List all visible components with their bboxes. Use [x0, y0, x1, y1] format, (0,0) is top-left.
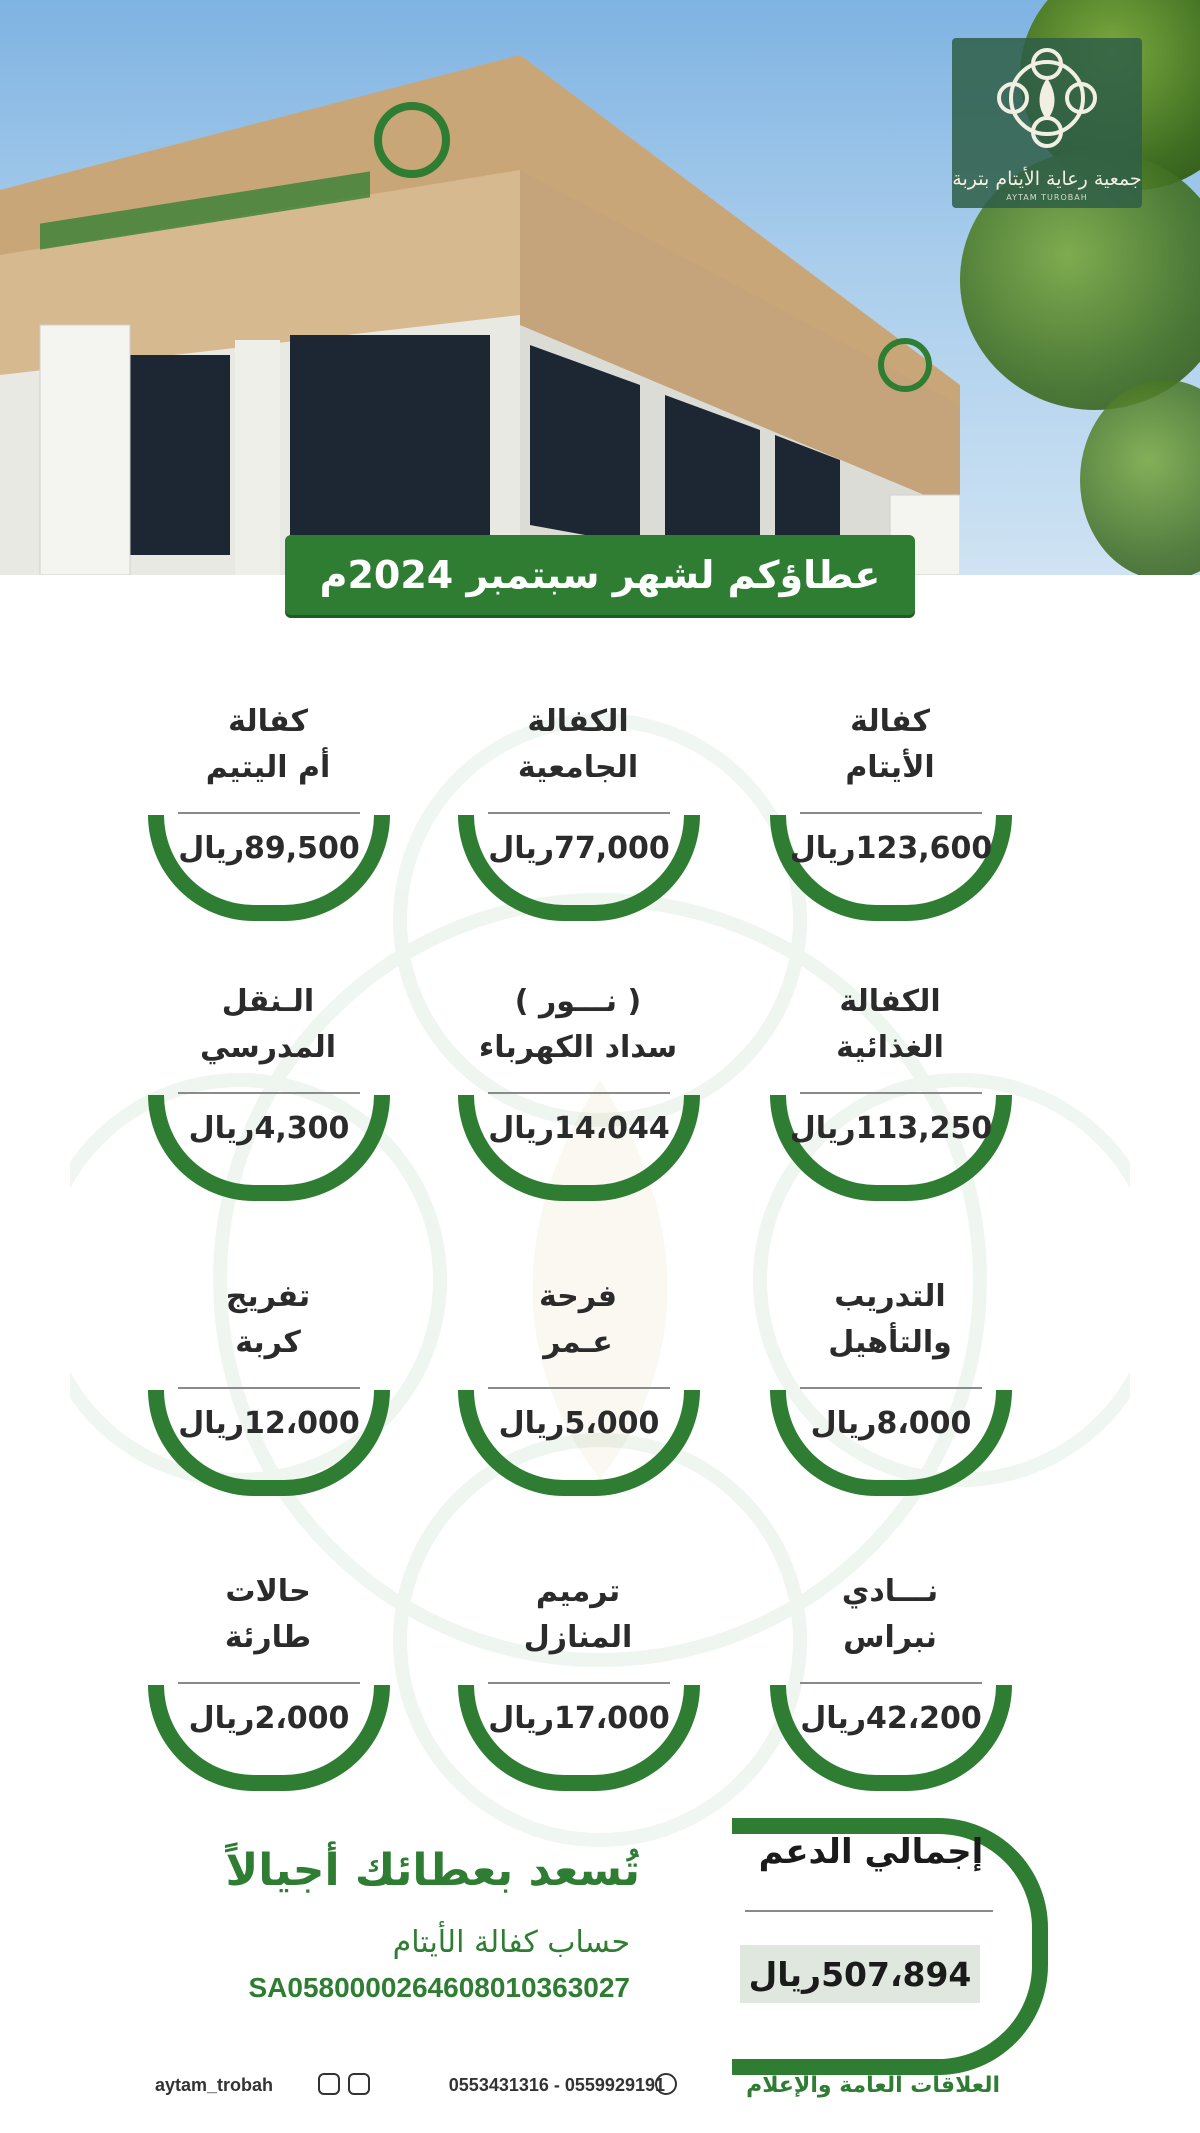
card-amount: 14،044ريال — [488, 1111, 670, 1146]
donation-card — [458, 1260, 698, 1480]
card-label-line2: أم اليتيم — [205, 750, 331, 785]
card-amount: 2،000ريال — [188, 1701, 350, 1736]
card-label — [148, 965, 388, 1085]
organization-logo — [952, 38, 1142, 208]
card-label-line1: فرحة — [538, 1278, 618, 1314]
donation-card — [148, 685, 388, 905]
card-label-line1: كفالة — [850, 703, 930, 739]
card-label-line1: الكفالة — [839, 983, 941, 1019]
donation-card — [770, 1555, 1010, 1775]
footer-social-handle[interactable]: aytam_trobah — [155, 2075, 274, 2095]
donation-card — [148, 1555, 388, 1775]
donation-card — [458, 685, 698, 905]
card-amount: 17،000ريال — [488, 1701, 670, 1736]
donation-card — [770, 1260, 1010, 1480]
donation-card — [458, 1555, 698, 1775]
card-amount: 123,600ريال — [789, 831, 993, 866]
card-label-line1: كفالة — [228, 703, 308, 739]
card-label-line2: سداد الكهرباء — [478, 1030, 678, 1065]
donation-card — [770, 965, 1010, 1185]
card-label-line2: كربة — [235, 1325, 301, 1360]
card-label-line1: ترميم — [535, 1573, 621, 1609]
floral-emblem-icon — [952, 38, 1142, 158]
building-illustration — [0, 55, 960, 575]
donation-card — [458, 965, 698, 1185]
card-label-line1: تفريج — [225, 1278, 311, 1314]
card-label — [458, 1555, 698, 1675]
card-label — [458, 1260, 698, 1380]
card-label-line2: المنازل — [523, 1620, 633, 1655]
instagram-icon[interactable] — [318, 2073, 340, 2095]
account-title: حساب كفالة الأيتام — [392, 1925, 630, 1960]
card-amount: 77,000ريال — [488, 831, 670, 866]
iban-number: SA0580000264608010363027 — [248, 1972, 630, 2003]
card-label-line2: الأيتام — [845, 750, 935, 785]
card-label-line1: نـــادي — [841, 1573, 939, 1609]
card-amount: 89,500ريال — [178, 831, 360, 866]
card-label — [458, 965, 698, 1085]
card-amount: 8،000ريال — [810, 1406, 972, 1441]
card-label-line1: الـنقل — [221, 983, 315, 1019]
card-label-line1: التدريب — [834, 1278, 946, 1314]
card-label — [148, 1260, 388, 1380]
card-label-line2: نبراس — [843, 1620, 937, 1655]
card-amount: 113,250ريال — [789, 1111, 993, 1146]
card-label-line2: عـمر — [543, 1325, 613, 1360]
total-label: إجمالي الدعم — [758, 1832, 984, 1872]
twitter-icon[interactable] — [348, 2073, 370, 2095]
card-label-line2: طارئة — [224, 1620, 312, 1655]
donation-card — [770, 685, 1010, 905]
donation-card — [148, 965, 388, 1185]
card-label-line1: حالات — [225, 1573, 311, 1609]
card-label — [770, 1555, 1010, 1675]
card-label — [148, 1555, 388, 1675]
total-divider — [745, 1910, 993, 1912]
footer — [0, 2065, 1200, 2115]
card-label-line1: ( نـــور ) — [514, 983, 642, 1019]
card-label-line2: والتأهيل — [828, 1325, 952, 1360]
card-label-line1: الكفالة — [527, 703, 629, 739]
page-title: عطاؤكم لشهر سبتمبر 2024م — [285, 535, 915, 615]
logo-subcaption: AYTAM TUROBAH — [1006, 193, 1088, 202]
donation-card — [148, 1260, 388, 1480]
card-amount: 42،200ريال — [800, 1701, 982, 1736]
card-label-line2: الغذائية — [836, 1030, 944, 1065]
card-amount: 4,300ريال — [188, 1111, 350, 1146]
card-label — [148, 685, 388, 805]
card-label-line2: المدرسي — [199, 1030, 337, 1065]
card-label — [458, 685, 698, 805]
footer-department: العلاقات العامة والإعلام — [746, 2073, 1000, 2098]
card-label — [770, 685, 1010, 805]
logo-caption: جمعية رعاية الأيتام بتربة — [952, 168, 1142, 190]
hero-photo — [0, 0, 1200, 575]
card-amount: 12،000ريال — [178, 1406, 360, 1441]
slogan: تُسعد بعطائك أجيالاً — [225, 1845, 640, 1896]
card-amount: 5،000ريال — [498, 1406, 660, 1441]
card-label-line2: الجامعية — [517, 750, 639, 785]
card-label — [770, 1260, 1010, 1380]
total-amount: 507،894ريال — [740, 1945, 980, 2003]
footer-phones: 0553431316 - 0559929191 — [448, 2075, 665, 2095]
card-label — [770, 965, 1010, 1085]
